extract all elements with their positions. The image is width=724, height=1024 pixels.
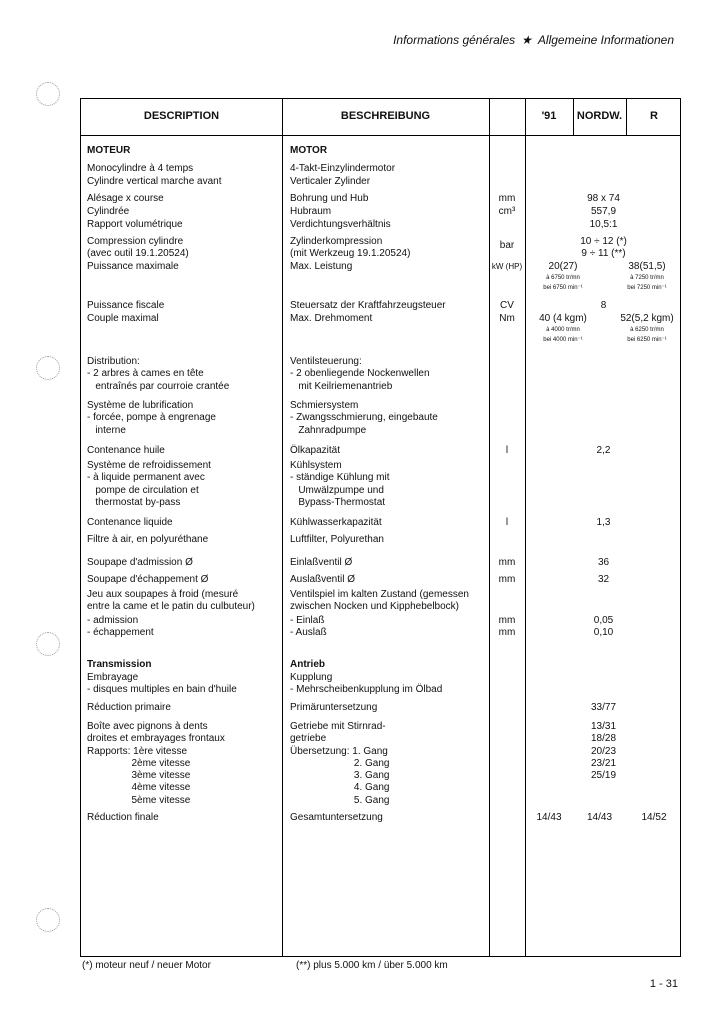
cell-description (87, 721, 282, 807)
cell-beschreibung-line: Kühlwasserkapazität (290, 517, 382, 528)
cell-beschreibung-line: Kühlsystem (290, 460, 342, 471)
cell-description-line: Cylindre vertical marche avant (87, 176, 222, 187)
cell-value-nordw-91 (525, 313, 601, 345)
cell-value-nordw: 14/43 (586, 812, 613, 823)
cell-description (87, 659, 282, 671)
cell-description (87, 534, 282, 546)
cell-beschreibung (290, 702, 495, 714)
punch-hole-icon (36, 632, 60, 656)
cell-description-line: Cylindrée (87, 206, 130, 217)
cell-beschreibung-line: - Mehrscheibenkupplung im Ölbad (290, 684, 443, 696)
cell-description (87, 557, 282, 569)
cell-value: 2,2 (596, 445, 611, 456)
cell-value: 10,5:1 (589, 219, 618, 230)
cell-value-r: 14/52 (641, 812, 667, 823)
cell-description-line: Contenance huile (87, 445, 165, 456)
cell-description-line: entraînés par courroie crantée (87, 380, 230, 392)
cell-description-line: - forcée, pompe à engrenage (87, 412, 216, 424)
cell-value-nordw-91 (525, 261, 601, 293)
cell-description (87, 236, 282, 261)
punch-hole-icon (36, 82, 60, 106)
cell-beschreibung-line: Zylinderkompression (290, 236, 383, 247)
cell-unit: mm (498, 193, 516, 204)
cell-description-line: - admission (87, 615, 139, 626)
cell-unit: kW (HP) (491, 262, 523, 271)
value-rpm: bei 4000 min⁻¹ (543, 337, 583, 344)
cell-beschreibung (290, 176, 495, 188)
cell-beschreibung (290, 206, 495, 218)
cell-description-line: Couple maximal (87, 313, 159, 324)
cell-beschreibung-line: Getriebe mit Stirnrad- (290, 721, 386, 732)
cell-beschreibung-line: 4-Takt-Einzylindermotor (290, 163, 396, 174)
header-de: Allgemeine Informationen (537, 33, 674, 47)
cell-value (525, 236, 682, 261)
cell-value: 557,9 (590, 206, 617, 217)
cell-description-line: Monocylindre à 4 temps (87, 163, 194, 174)
cell-beschreibung-line: 5. Gang (290, 794, 390, 806)
cell-value: 32 (597, 574, 610, 585)
cell-beschreibung (290, 812, 495, 824)
cell-value: 36 (597, 557, 610, 568)
cell-beschreibung-line: - Auslaß (290, 627, 327, 639)
cell-unit (489, 615, 525, 640)
cell-description-line: 5ème vitesse (87, 794, 191, 806)
cell-value-r (612, 313, 682, 345)
cell-beschreibung-line: - Zwangsschmierung, eingebaute (290, 412, 438, 424)
cell-description-line: - disques multiples en bain d'huile (87, 684, 237, 696)
cell-description-line: entre la came et le patin du culbuteur) (87, 601, 255, 613)
cell-unit: Nm (499, 313, 515, 324)
cell-value-r (612, 261, 682, 293)
cell-beschreibung-line: Bohrung und Hub (290, 193, 369, 204)
cell-beschreibung-line: Luftfilter, Polyurethan (290, 534, 384, 545)
cell-beschreibung-line: Schmiersystem (290, 400, 359, 411)
cell-description-line: 4ème vitesse (87, 782, 191, 794)
cell-unit: l (505, 445, 509, 456)
divider (282, 99, 283, 956)
cell-value-line: 18/28 (590, 733, 617, 745)
cell-value-line: 23/21 (590, 757, 617, 769)
cell-beschreibung-line: Verticaler Zylinder (290, 176, 371, 187)
header-fr: Informations générales (393, 33, 516, 47)
spec-table (80, 98, 681, 957)
cell-description (87, 163, 282, 175)
cell-beschreibung-line: mit Keilriemenantrieb (290, 380, 393, 392)
cell-beschreibung (290, 219, 495, 231)
cell-description (87, 517, 282, 529)
cell-value-line: 9 ÷ 11 (**) (581, 248, 626, 260)
cell-description-line: Jeu aux soupapes à froid (mesuré (87, 589, 239, 600)
cell-beschreibung (290, 445, 495, 457)
cell-beschreibung-line: 2. Gang (290, 757, 390, 769)
cell-description-line: Filtre à air, en polyuréthane (87, 534, 209, 545)
cell-description (87, 145, 282, 157)
cell-beschreibung-line: - ständige Kühlung mit (290, 472, 390, 484)
cell-unit: cm³ (498, 206, 516, 217)
cell-unit-line: mm (498, 615, 516, 626)
cell-description-line: - 2 arbres à cames en tête (87, 368, 204, 380)
cell-value (525, 721, 682, 782)
cell-description (87, 300, 282, 312)
cell-beschreibung-line: Antrieb (290, 659, 325, 670)
cell-value-line: 0,10 (593, 627, 614, 639)
cell-description-line: Contenance liquide (87, 517, 173, 528)
cell-description-line: Alésage x course (87, 193, 164, 204)
cell-unit: l (505, 517, 509, 528)
cell-value-line: 25/19 (590, 770, 617, 782)
cell-beschreibung-line: - 2 obenliegende Nockenwellen (290, 368, 430, 380)
cell-description-line: (avec outil 19.1.20524) (87, 248, 189, 260)
header-rule (81, 135, 680, 136)
cell-description-line: Boîte avec pignons à dents (87, 721, 208, 732)
cell-beschreibung-line: MOTOR (290, 145, 328, 156)
cell-description-line: Système de refroidissement (87, 460, 211, 471)
cell-description-line: - échappement (87, 627, 154, 639)
value-rpm: à 4000 tr/mn (546, 327, 580, 334)
cell-description (87, 356, 282, 393)
cell-description (87, 615, 282, 640)
cell-value: 33/77 (590, 702, 617, 713)
cell-beschreibung (290, 460, 495, 509)
cell-description-line: Transmission (87, 659, 152, 670)
cell-description-line: 3ème vitesse (87, 770, 191, 782)
cell-beschreibung (290, 615, 495, 640)
cell-beschreibung-line: Kupplung (290, 672, 333, 683)
cell-beschreibung (290, 356, 495, 393)
page-header (393, 33, 674, 47)
cell-beschreibung-line: Auslaßventil Ø (290, 574, 356, 585)
cell-description-line: Réduction finale (87, 812, 159, 823)
cell-description-line: MOTEUR (87, 145, 131, 156)
cell-unit-line: mm (498, 627, 516, 639)
cell-value (525, 615, 682, 640)
cell-beschreibung (290, 400, 495, 437)
cell-value-line: 20/23 (590, 745, 617, 757)
footnote-new-engine: (*) moteur neuf / neuer Motor (82, 960, 211, 971)
cell-beschreibung-line: Ventilsteuerung: (290, 356, 362, 367)
cell-description (87, 193, 282, 205)
cell-beschreibung (290, 589, 495, 614)
cell-beschreibung (290, 145, 495, 157)
cell-beschreibung (290, 517, 495, 529)
cell-description (87, 176, 282, 188)
cell-beschreibung-line: Zahnradpumpe (290, 424, 367, 436)
value-rpm: bei 6250 min⁻¹ (627, 337, 667, 344)
cell-beschreibung-line: Max. Leistung (290, 261, 353, 272)
cell-beschreibung-line: Umwälzpumpe und (290, 484, 384, 496)
cell-beschreibung-line: Steuersatz der Kraftfahrzeugsteuer (290, 300, 446, 311)
cell-description (87, 702, 282, 714)
cell-beschreibung-line: - Einlaß (290, 615, 325, 626)
cell-description-line: - à liquide permanent avec (87, 472, 205, 484)
cell-description-line: Embrayage (87, 672, 139, 683)
cell-description-line: Soupape d'échappement Ø (87, 574, 209, 585)
value-rpm: à 6750 tr/mn (546, 275, 580, 282)
cell-description-line: Compression cylindre (87, 236, 184, 247)
value-main: 38(51,5) (628, 261, 666, 272)
punch-hole-icon (36, 908, 60, 932)
cell-description-line: Réduction primaire (87, 702, 171, 713)
cell-value-line: 13/31 (590, 721, 617, 732)
col-header-description: DESCRIPTION (143, 110, 220, 122)
cell-beschreibung (290, 236, 495, 261)
punch-hole-icon (36, 356, 60, 380)
cell-description-line: interne (87, 424, 126, 436)
cell-description (87, 261, 282, 273)
cell-beschreibung-line: Verdichtungsverhältnis (290, 219, 391, 230)
cell-unit: mm (498, 557, 516, 568)
cell-description (87, 574, 282, 586)
col-header-nordw: NORDW. (576, 110, 623, 122)
cell-description-line: Distribution: (87, 356, 140, 367)
cell-description-line: 2ème vitesse (87, 757, 191, 769)
cell-description-line: Soupape d'admission Ø (87, 557, 193, 568)
page-number: 1 - 31 (649, 978, 678, 990)
cell-unit: CV (500, 300, 514, 311)
value-main: 20(27) (548, 261, 578, 272)
cell-beschreibung (290, 557, 495, 569)
value-main: 40 (4 kgm) (539, 313, 587, 324)
cell-beschreibung-line: getriebe (290, 733, 327, 745)
cell-description (87, 400, 282, 437)
cell-beschreibung-line: Ventilspiel im kalten Zustand (gemessen (290, 589, 469, 600)
cell-description-line: Puissance fiscale (87, 300, 165, 311)
cell-description-line: pompe de circulation et (87, 484, 199, 496)
cell-beschreibung-line: Einlaßventil Ø (290, 557, 353, 568)
cell-description-line: thermostat by-pass (87, 496, 181, 508)
cell-description (87, 445, 282, 457)
footnote-5000km: (**) plus 5.000 km / über 5.000 km (296, 960, 448, 971)
cell-value-line: 10 ÷ 12 (*) (580, 236, 627, 247)
cell-description (87, 812, 282, 824)
cell-beschreibung (290, 721, 495, 807)
value-rpm: bei 7250 min⁻¹ (627, 285, 667, 292)
cell-beschreibung-line: zwischen Nocken und Kipphebelbock) (290, 601, 459, 613)
cell-beschreibung (290, 261, 495, 273)
cell-description-line: Puissance maximale (87, 261, 179, 272)
cell-description (87, 206, 282, 218)
cell-beschreibung (290, 300, 495, 312)
cell-beschreibung (290, 672, 495, 697)
cell-unit: bar (499, 240, 515, 251)
cell-value-91: 14/43 (536, 812, 562, 823)
cell-beschreibung-line: (mit Werkzeug 19.1.20524) (290, 248, 411, 260)
value-rpm: bei 6750 min⁻¹ (543, 285, 583, 292)
cell-value: 98 x 74 (587, 193, 620, 204)
cell-beschreibung-line: Max. Drehmoment (290, 313, 373, 324)
value-main: 52(5,2 kgm) (620, 313, 674, 324)
cell-description-line: Système de lubrification (87, 400, 194, 411)
cell-description-line: Rapports: 1ère vitesse (87, 745, 188, 757)
cell-description (87, 219, 282, 231)
cell-value: 8 (600, 300, 607, 311)
value-rpm: à 6250 tr/mn (630, 327, 664, 334)
cell-description-line: droites et embrayages frontaux (87, 733, 225, 745)
cell-beschreibung (290, 163, 495, 175)
cell-beschreibung (290, 659, 495, 671)
cell-value-line: 0,05 (593, 615, 614, 626)
col-header-r: R (650, 110, 658, 122)
star-icon: ★ (521, 33, 532, 47)
cell-beschreibung-line: Gesamtuntersetzung (290, 812, 383, 823)
cell-beschreibung-line: Hubraum (290, 206, 332, 217)
cell-description (87, 672, 282, 697)
cell-description (87, 460, 282, 509)
cell-beschreibung-line: Ölkapazität (290, 445, 341, 456)
cell-beschreibung-line: Bypass-Thermostat (290, 496, 386, 508)
col-header-beschreibung: BESCHREIBUNG (340, 110, 431, 122)
col-header-year: '91 (541, 110, 557, 122)
cell-beschreibung (290, 574, 495, 586)
cell-beschreibung-line: 3. Gang (290, 770, 390, 782)
cell-beschreibung-line: Übersetzung: 1. Gang (290, 745, 388, 757)
cell-beschreibung (290, 193, 495, 205)
cell-beschreibung (290, 313, 495, 325)
cell-beschreibung-line: Primäruntersetzung (290, 702, 378, 713)
cell-description (87, 313, 282, 325)
cell-value: 1,3 (596, 517, 611, 528)
cell-beschreibung (290, 534, 495, 546)
cell-description (87, 589, 282, 614)
cell-description-line: Rapport volumétrique (87, 219, 183, 230)
cell-unit: mm (498, 574, 516, 585)
cell-beschreibung-line: 4. Gang (290, 782, 390, 794)
value-rpm: à 7250 tr/mn (630, 275, 664, 282)
